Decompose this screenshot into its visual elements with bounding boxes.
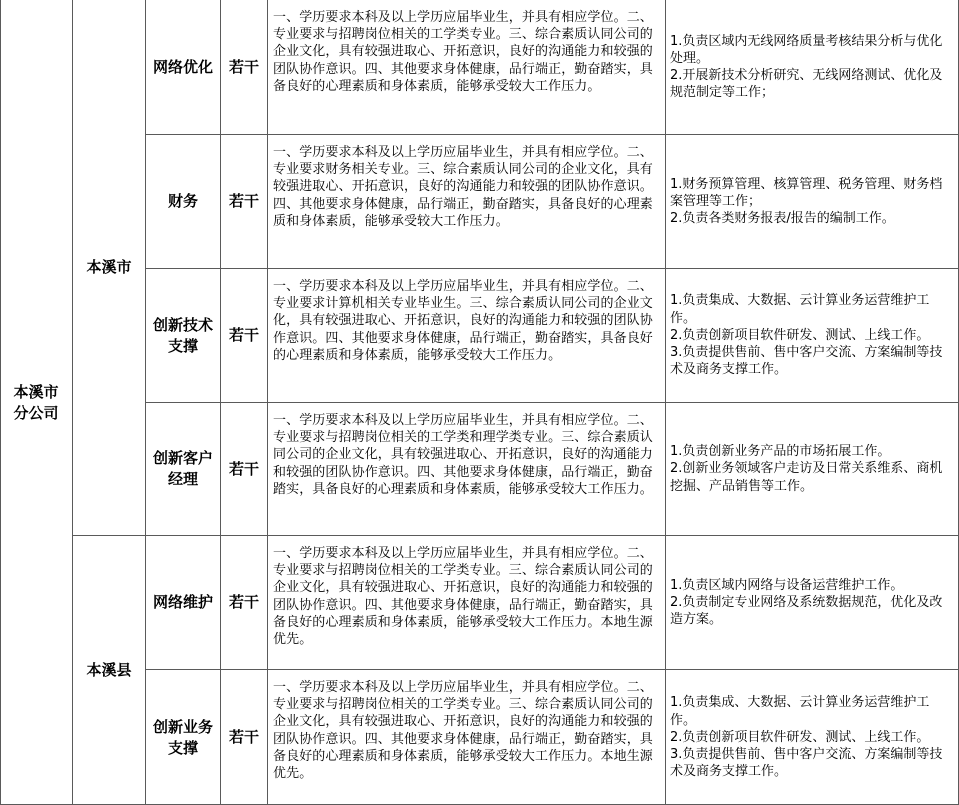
- duty-item: 1.负责集成、大数据、云计算业务运营维护工作。: [670, 293, 930, 326]
- position-name: 网络优化: [152, 57, 213, 76]
- requirement-cell: [268, 269, 665, 402]
- grid-line: [145, 134, 959, 135]
- duty-cell: [666, 403, 959, 535]
- duty-item: 3.负责提供售前、售中客户交流、方案编制等技术及商务支撑工作。: [670, 345, 943, 378]
- duty-item: 1.负责集成、大数据、云计算业务运营维护工作。: [670, 695, 930, 728]
- count-cell: [221, 0, 267, 134]
- requirement-cell: [268, 670, 665, 805]
- duty-item: 2.负责各类财务报表/报告的编制工作。: [670, 211, 895, 227]
- location-name: 本溪县: [86, 661, 132, 679]
- duty-item: 2.负责创新项目软件研发、测试、上线工作。: [670, 327, 930, 343]
- duty-item: 1.负责区域内无线网络质量考核结果分析与优化处理。: [670, 33, 943, 66]
- requirement-text: 一、学历要求本科及以上学历应届毕业生，并具有相应学位。二、专业要求与招聘岗位相关的工学类和理学类专业。三、综合素质认同公司的企业文化，具有较强进取心、开拓意识，良好的沟通能力和较强的团队协作意识。四、其他要求身体健康，品行端正，勤奋踏实，具备良好的心理素质和身体素质，能够承受较大工作压力。: [273, 413, 653, 497]
- position-count: 若干: [228, 192, 259, 210]
- requirement-text: 一、学历要求本科及以上学历应届毕业生，并具有相应学位。二、专业要求与招聘岗位相关的工学类专业。三、综合素质认同公司的企业文化，具有较强进取心、开拓意识，良好的沟通能力和较强的团队协作意识。四、其他要求身体健康，品行端正，勤奋踏实，具备良好的心理素质和身体素质，能够承受较大工作压力。: [273, 10, 653, 94]
- position-name: 创新业务 支撑: [152, 717, 213, 757]
- duty-item: 1.财务预算管理、核算管理、税务管理、财务档案管理等工作；: [670, 176, 943, 209]
- requirement-cell: [268, 536, 665, 669]
- grid-line: [0, 0, 1, 805]
- position-count: 若干: [228, 593, 259, 611]
- requirement-cell: [268, 135, 665, 268]
- duty-cell: [666, 269, 959, 402]
- position-count: 若干: [228, 459, 259, 478]
- position-name: 创新技术 支撑: [152, 315, 213, 355]
- grid-line: [72, 0, 73, 805]
- duty-item: 3.负责提供售前、售中客户交流、方案编制等技术及商务支撑工作。: [670, 747, 943, 780]
- count-cell: [221, 135, 267, 268]
- grid-line: [145, 268, 959, 269]
- duty-item: 2.开展新技术分析研究、无线网络测试、优化及规范制定等工作；: [670, 68, 943, 101]
- position-cell: [146, 670, 220, 805]
- position-name: 网络维护: [152, 593, 213, 611]
- count-cell: [221, 403, 267, 535]
- position-cell: [146, 269, 220, 402]
- duty-cell: [666, 135, 959, 268]
- duty-cell: [666, 536, 959, 669]
- grid-line: [145, 669, 959, 670]
- requirement-text: 一、学历要求本科及以上学历应届毕业生，并具有相应学位。二、专业要求财务相关专业。三、综合素质认同公司的企业文化，具有较强进取心、开拓意识，良好的沟通能力和较强的团队协作意识。四、其他要求身体健康，品行端正，勤奋踏实，具备良好的心理素质和身体素质，能够承受较大工作压力。: [273, 145, 653, 229]
- requirement-text: 一、学历要求本科及以上学历应届毕业生，并具有相应学位。二、专业要求计算机相关专业毕业生。三、综合素质认同公司的企业文化，具有较强进取心、开拓意识，良好的沟通能力和较强的团队协作意识。四、其他要求身体健康，品行端正，勤奋踏实，具备良好的心理素质和身体素质，能够承受较大工作压力。: [273, 279, 653, 363]
- duty-cell: [666, 0, 959, 134]
- position-cell: [146, 0, 220, 134]
- position-name: 财务: [167, 192, 198, 210]
- location-cell-benxi-city: [73, 0, 145, 535]
- requirement-cell: [268, 403, 665, 535]
- duty-cell: [666, 670, 959, 805]
- position-cell: [146, 403, 220, 535]
- company-name: 本溪市 分公司: [13, 382, 59, 422]
- duty-item: 2.负责制定专业网络及系统数据规范，优化及改造方案。: [670, 594, 943, 628]
- requirement-text: 一、学历要求本科及以上学历应届毕业生，并具有相应学位。二、专业要求与招聘岗位相关的工学类专业。三、综合素质认同公司的企业文化，具有较强进取心、开拓意识，良好的沟通能力和较强的团队协作意识。四、其他要求身体健康，品行端正，勤奋踏实，具备良好的心理素质和身体素质，能够承受较大工作压力。本地生源优先。: [273, 546, 653, 648]
- position-count: 若干: [228, 326, 259, 344]
- position-cell: [146, 135, 220, 268]
- location-cell-benxi-county: [73, 536, 145, 805]
- company-cell: [0, 0, 72, 805]
- requirement-cell: [268, 0, 665, 134]
- duty-item: 2.负责创新项目软件研发、测试、上线工作。: [670, 729, 930, 745]
- count-cell: [221, 536, 267, 669]
- grid-line: [72, 535, 959, 536]
- grid-line: [145, 402, 959, 403]
- location-name: 本溪市: [86, 258, 132, 276]
- count-cell: [221, 670, 267, 805]
- position-cell: [146, 536, 220, 669]
- requirement-text: 一、学历要求本科及以上学历应届毕业生，并具有相应学位。二、专业要求与招聘岗位相关的工学类专业。三、综合素质认同公司的企业文化，具有较强进取心、开拓意识，良好的沟通能力和较强的团队协作意识。四、其他要求身体健康，品行端正，勤奋踏实，具备良好的心理素质和身体素质，能够承受较大工作压力。本地生源优先。: [273, 680, 653, 782]
- position-name: 创新客户 经理: [152, 449, 213, 488]
- duty-item: 1.负责区域内网络与设备运营维护工作。: [670, 577, 904, 593]
- position-count: 若干: [228, 728, 259, 746]
- position-count: 若干: [228, 57, 259, 76]
- duty-item: 1.负责创新业务产品的市场拓展工作。: [670, 444, 891, 460]
- count-cell: [221, 269, 267, 402]
- duty-item: 2.创新业务领域客户走访及日常关系维系、商机挖掘、产品销售等工作。: [670, 461, 943, 494]
